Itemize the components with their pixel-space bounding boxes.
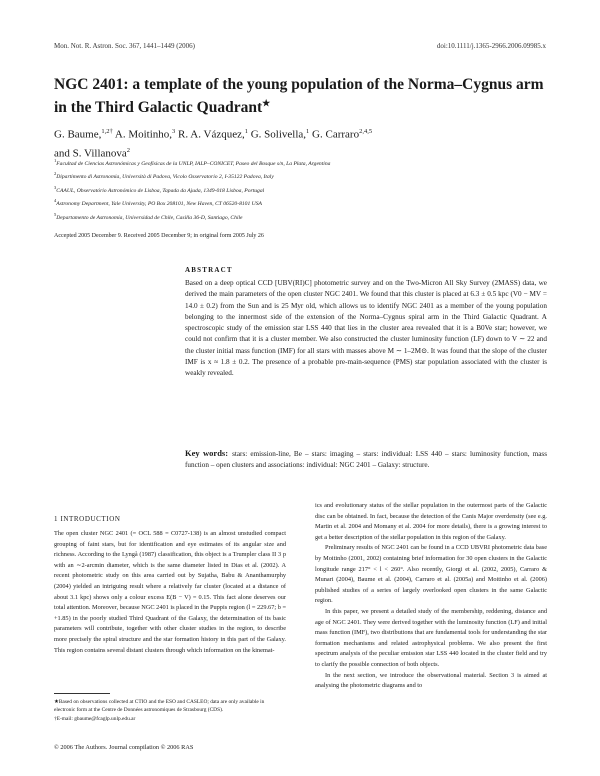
keywords-section xyxy=(185,448,547,472)
author-affil-marker: 1 xyxy=(244,128,248,135)
affiliation-text: Departamento de Astronomía, Universidad de Chile, Casilla 36-D, Santiago, Chile xyxy=(56,214,243,221)
author-name: A. Moitinho, xyxy=(112,128,173,141)
affiliation-item xyxy=(54,156,554,169)
body-paragraph: Preliminary results of NGC 2401 can be found in a CCD UBVRI photometric data base by Moitinho (2001, 2002) containing brief information for 30 open clusters in the Galactic longitude range 217° < l < 260°. Also recently, Giorgi et al. (2002, 2005), Carraro & Munari (2004), Baume et al. (2004), Carraro et al. (2005a) and Moitinho et al. (2006) published studies of a series of largely overlooked open clusters in the same Galactic region. xyxy=(315,544,547,605)
affiliation-text: Dipartimento di Astronomia, Università di Padova, Vicolo Osservatorio 2, I-35122 Padova, Italy xyxy=(56,174,274,181)
title-text: NGC 2401: a template of the young population of the Norma–Cygnus arm in the Third Galactic Quadrant xyxy=(54,76,544,117)
affiliation-text: CAAUL, Observatório Astronómico de Lisboa, Tapada da Ajuda, 1349-018 Lisboa, Portugal xyxy=(56,187,265,194)
affiliation-text: Facultad de Ciencias Astronómicas y Geofísicas de la UNLP, IALP–CONICET, Paseo del Bosque s/n, La Plata, Argentina xyxy=(56,160,331,167)
received-accepted-dates: Accepted 2005 December 9. Received 2005 December 9; in original form 2005 July 26 xyxy=(54,233,264,239)
affiliation-item xyxy=(54,183,554,196)
author-name: G. Carraro xyxy=(309,128,360,141)
footnote-divider xyxy=(54,693,110,694)
affiliation-list xyxy=(54,156,554,223)
footnotes xyxy=(54,698,286,723)
body-paragraph: ics and evolutionary status of the stellar population in the outermost parts of the Galactic disc can be obtained. In fact, because the detection of the Canis Major overdensity (see e.g. Martin et al. 2004 and Momany et al. 2004 for more details), there is a growing interest to get a better description of the stellar population in this region of the Galaxy. xyxy=(315,502,547,541)
footnote-observations: ★Based on observations collected at CTIO and the ESO and CASLEO; data are only available in electronic form at the Centre de Données astronomiques de Strasbourg (CDS). xyxy=(54,699,265,714)
author-affil-marker: 2,4,5 xyxy=(359,128,373,135)
affiliation-number: 4 xyxy=(54,198,57,204)
author-name: R. A. Vázquez, xyxy=(175,128,245,141)
author-affil-marker: 3 xyxy=(172,128,176,135)
body-paragraph: The open cluster NGC 2401 (= OCL 588 = C0727-138) is an almost unstudied compact grouping of faint stars, but for identification and eye estimates of its angular size and richness. According to the Lyngå (1987) classification, this object is a Trumpler class II 3 p with an ∼2-arcmin diameter, which is the same diameter listed in Dias et al. (2002). A recent photometric study on this area carried out by Sujatha, Babu & Ananthamurphy (2004) yielded an intriguing result where a relatively far cluster (located at a distance of about 3.1 kpc) shows only a colour excess E(B − V) = 0.15. This fact alone deserves our total attention. Moreover, because NGC 2401 is placed in the Puppis region (l = 229.67; b = +1.85) in the poorly studied Third Quadrant of the Galaxy, the determination of its basic parameters will contribute, together with other cluster studies in the region, to describe more precisely the spiral structure and the star formation history in this part of the Galaxy. This region contains several distant clusters through which information on the kinemat- xyxy=(54,530,286,654)
author-affil-marker: 2 xyxy=(126,146,131,154)
affiliation-number: 1 xyxy=(54,158,57,163)
author-name: G. Baume, xyxy=(54,128,102,141)
abstract-heading: ABSTRACT xyxy=(185,266,233,274)
author-name: G. Solivella, xyxy=(247,128,307,141)
doi-text[interactable]: doi:10.1111/j.1365-2966.2006.09985.x xyxy=(436,42,546,50)
author-name: and S. Villanova xyxy=(54,147,127,160)
affiliation-number: 3 xyxy=(54,184,57,190)
keywords-text: stars: emission-line, Be – stars: imaging – stars: individual: LSS 440 – stars: luminosity function, mass function – open clusters and associations: individual: NGC 2401 – Galaxy: structure. xyxy=(185,450,547,470)
journal-reference: Mon. Not. R. Astron. Soc. 367, 1441–1449 (2006) xyxy=(54,42,195,50)
paper-title xyxy=(54,76,554,117)
affiliation-number: 2 xyxy=(54,171,57,177)
affiliation-item xyxy=(54,210,554,223)
body-paragraph: In the next section, we introduce the observational material. Section 3 is aimed at analysing the photometric diagrams and to xyxy=(315,671,547,690)
affiliation-text: Astronomy Department, Yale University, PO Box 208101, New Haven, CT 06520-8101 USA xyxy=(56,201,262,208)
footnote-email[interactable]: †E-mail: gbaume@fcaglp.unlp.edu.ar xyxy=(54,715,136,722)
title-footnote-marker: ★ xyxy=(262,98,271,108)
section-heading-introduction: 1 INTRODUCTION xyxy=(54,515,121,523)
abstract-section xyxy=(185,266,547,379)
abstract-text: Based on a deep optical CCD [UBV(RI)C] photometric survey and on the Two-Micron All Sky Survey (2MASS) data, we derived the main parameters of the open cluster NGC 2401. We found that this cluster is placed at 6.3 ± 0.5 kpc (V0 − MV = 14.0 ± 0.2) from the Sun and is 25 Myr old, which allows us to identify NGC 2401 as a member of the young population belonging to the innermost side of the extension of the Norma–Cygnus spiral arm in the Third Galactic Quadrant. A spectroscopic study of the emission star LSS 440 that lies in the cluster area revealed that it is a B0Ve star; however, we could not confirm that it is a cluster member. We also constructed the cluster luminosity function (LF) down to V ∼ 22 and the cluster initial mass function (IMF) for all stars with masses above M ∼ 1–2M⊙. It was found that the slope of the cluster IMF is x ≈ 1.8 ± 0.2. The presence of a probable pre-main-sequence (PMS) star population associated with the cluster is weakly revealed. xyxy=(185,279,547,377)
author-affil-marker: 1,2† xyxy=(101,128,113,135)
copyright-notice: © 2006 The Authors. Journal compilation © 2006 RAS xyxy=(54,744,194,751)
right-column xyxy=(315,501,547,692)
affiliation-item xyxy=(54,169,554,182)
body-paragraph: In this paper, we present a detailed study of the membership, reddening, distance and age of NGC 2401. They were derived together with the luminosity function (LF) and initial mass function (IMF), two distributions that are fundamental tools for understanding the star formation mechanisms and related astrophysical problems. We also present the first spectrum analysis of the peculiar emission star LSS 440 located in the cluster field and try to clarify the possible connection of both objects. xyxy=(315,607,547,668)
affiliation-item xyxy=(54,196,554,209)
affiliation-number: 5 xyxy=(54,211,57,217)
keywords-label: Key words: xyxy=(185,448,229,458)
author-affil-marker: 1 xyxy=(306,128,310,135)
left-column xyxy=(54,515,286,656)
